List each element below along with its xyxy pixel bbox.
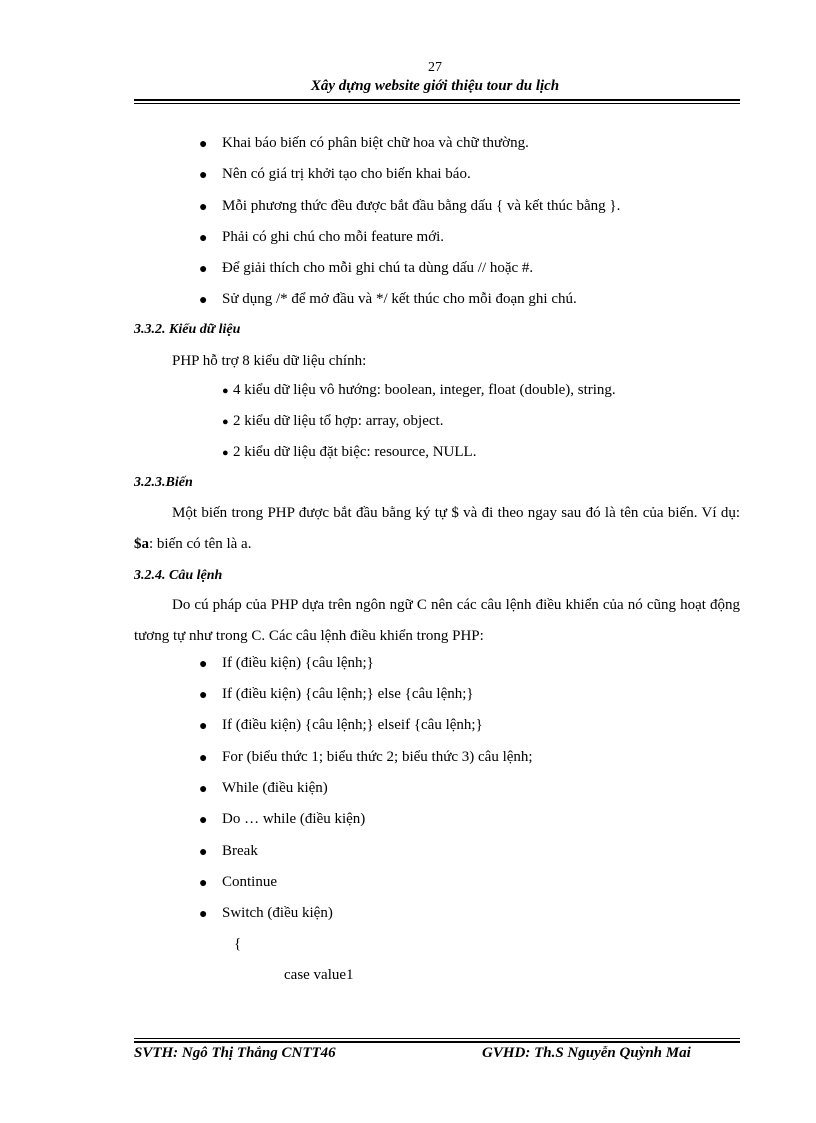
- bullet-icon: ●: [199, 657, 208, 672]
- paragraph-text: : biến có tên là a.: [149, 536, 252, 552]
- footer-student: SVTH: Ngô Thị Thắng CNTT46: [134, 1045, 336, 1061]
- bullet-icon: ●: [199, 231, 208, 246]
- code-example: $a: [134, 536, 149, 552]
- list-item: 4 kiểu dữ liệu vô hướng: boolean, integer, float (double), string.: [233, 382, 616, 398]
- bullet-icon: ●: [199, 168, 208, 183]
- section-heading-data-types: 3.3.2. Kiểu dữ liệu: [134, 322, 241, 337]
- code-brace: {: [234, 936, 242, 952]
- bullet-icon: ●: [222, 385, 229, 397]
- bullet-icon: ●: [199, 137, 208, 152]
- list-item: Nên có giá trị khởi tạo cho biến khai báo.: [222, 166, 471, 182]
- bullet-icon: ●: [199, 262, 208, 277]
- header-divider-thin: [134, 103, 740, 104]
- footer-divider: [134, 1041, 740, 1043]
- list-item: 2 kiểu dữ liệu đặt biệc: resource, NULL.: [233, 444, 477, 460]
- bullet-icon: ●: [199, 782, 208, 797]
- list-item: Continue: [222, 874, 277, 890]
- bullet-icon: ●: [199, 876, 208, 891]
- list-item: Switch (điều kiện): [222, 905, 333, 921]
- bullet-icon: ●: [199, 719, 208, 734]
- list-item: Break: [222, 843, 258, 859]
- code-case-line: case value1: [284, 967, 354, 983]
- list-item: Khai báo biến có phân biệt chữ hoa và chữ thường.: [222, 135, 529, 151]
- list-item: Mỗi phương thức đều được bắt đầu bằng dấu { và kết thúc bằng }.: [222, 198, 621, 214]
- list-item: Để giải thích cho mỗi ghi chú ta dùng dấu // hoặc #.: [222, 260, 534, 276]
- section-intro: PHP hỗ trợ 8 kiểu dữ liệu chính:: [172, 353, 367, 369]
- section-heading-statements: 3.2.4. Câu lệnh: [134, 568, 223, 583]
- bullet-icon: ●: [222, 416, 229, 428]
- bullet-icon: ●: [199, 688, 208, 703]
- statements-paragraph: Do cú pháp của PHP dựa trên ngôn ngữ C nên các câu lệnh điều khiển của nó cũng hoạt động tương tự như trong C. Các câu lệnh điều khiển trong PHP:: [134, 597, 740, 644]
- list-item: If (điều kiện) {câu lệnh;}: [222, 655, 374, 671]
- list-item: If (điều kiện) {câu lệnh;} elseif {câu lệnh;}: [222, 717, 483, 733]
- list-item: While (điều kiện): [222, 780, 328, 796]
- section-heading-variables: 3.2.3.Biến: [134, 475, 193, 490]
- bullet-icon: ●: [199, 751, 208, 766]
- paragraph-text: Một biến trong PHP được bắt đầu bằng ký tự $ và đi theo ngay sau đó là tên của biến. Ví dụ:: [172, 505, 740, 521]
- bullet-icon: ●: [222, 447, 229, 459]
- footer-advisor: GVHD: Th.S Nguyễn Quỳnh Mai: [482, 1045, 691, 1061]
- list-item: Sử dụng /* để mở đầu và */ kết thúc cho mỗi đoạn ghi chú.: [222, 291, 577, 307]
- bullet-icon: ●: [199, 845, 208, 860]
- bullet-icon: ●: [199, 293, 208, 308]
- footer-divider-thin: [134, 1038, 740, 1039]
- list-item: For (biểu thức 1; biểu thức 2; biểu thức 3) câu lệnh;: [222, 749, 533, 765]
- list-item: 2 kiểu dữ liệu tổ hợp: array, object.: [233, 413, 444, 429]
- header-divider: [134, 99, 740, 101]
- list-item: Phải có ghi chú cho mỗi feature mới.: [222, 229, 445, 245]
- bullet-icon: ●: [199, 813, 208, 828]
- bullet-icon: ●: [199, 907, 208, 922]
- bullet-icon: ●: [199, 200, 208, 215]
- page-number: 27: [428, 60, 442, 75]
- list-item: Do … while (điều kiện): [222, 811, 366, 827]
- variables-paragraph: [134, 498, 740, 560]
- list-item: If (điều kiện) {câu lệnh;} else {câu lệnh;}: [222, 686, 474, 702]
- header-title: Xây dựng website giới thiệu tour du lịch: [310, 78, 560, 94]
